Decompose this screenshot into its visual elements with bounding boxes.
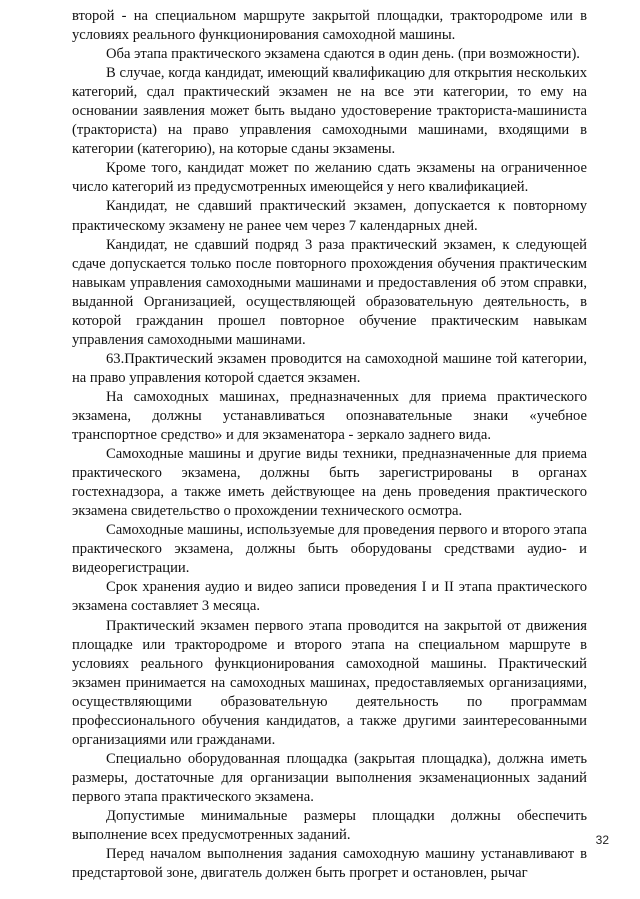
paragraph: Самоходные машины, используемые для проведения первого и второго этапа практического экзамена, должны быть оборудованы средствами аудио- и видеорегистрации. (72, 522, 587, 577)
document-body (72, 7, 587, 883)
paragraph: Кандидат, не сдавший подряд 3 раза практический экзамен, к следующей сдаче допускается только после повторного прохождения обучения практическим навыкам управления самоходными машинами и предоставления об этом справки, выданной Организацией, осуществляющей образовательную деятельность, в которой гражданин прошел повторное обучение практическим навыкам управления самоходными машинами. (72, 236, 587, 348)
page-number: 32 (595, 833, 609, 847)
paragraph: Оба этапа практического экзамена сдаются в один день. (при возможности). (106, 46, 580, 63)
paragraph: Специально оборудованная площадка (закрытая площадка), должна иметь размеры, достаточные для организации выполнения экзаменационных заданий первого этапа практического экзамена. (72, 750, 587, 805)
paragraph-item-63: 63.Практический экзамен проводится на самоходной машине той категории, на право управления которой сдается экзамен. (72, 350, 587, 386)
paragraph: Кандидат, не сдавший практический экзамен, допускается к повторному практическому экзамену не ранее чем через 7 календарных дней. (72, 198, 587, 234)
paragraph: На самоходных машинах, предназначенных для приема практического экзамена, должны устанавливаться опознавательные знаки «учебное транспортное средство» и для экзаменатора - зеркало заднего вида. (72, 388, 587, 444)
paragraph: Самоходные машины и другие виды техники, предназначенные для приема практического экзамена, должны быть зарегистрированы в органах гостехнадзора, а также иметь действующее на день проведения практического экзамена свидетельство о прохождении технического осмотра. (72, 446, 587, 520)
paragraph: Допустимые минимальные размеры площадки должны обеспечить выполнение всех предусмотренных заданий. (72, 807, 587, 844)
paragraph: В случае, когда кандидат, имеющий квалификацию для открытия нескольких категорий, сдал практический экзамен не на все эти категории, то ему на основании заявления может быть выдано удостоверение тракториста-машиниста (тракториста) на право управления самоходными машинами, входящими в категории (категорию), на которые сданы экзамены. (72, 65, 587, 158)
paragraph: Кроме того, кандидат может по желанию сдать экзамены на ограниченное число категорий из предусмотренных имеющейся у него квалификацией. (72, 160, 587, 196)
paragraph: Срок хранения аудио и видео записи проведения I и II этапа практического экзамена составляет 3 месяца. (72, 579, 587, 615)
paragraph: Перед началом выполнения задания самоходную машину устанавливают в предстартовой зоне, двигатель должен быть прогрет и остановлен, рычаг (72, 846, 587, 882)
paragraph-continuation: второй - на специальном маршруте закрытой площадки, трактородроме или в условиях реального функционирования самоходной машины. (72, 8, 587, 44)
paragraph: Практический экзамен первого этапа проводится на закрытой от движения площадке или трактородроме и второго этапа на специальном маршруте в условиях реального функционирования самоходной машины. Практический экзамен принимается на самоходных машинах, предоставляемых организациями, осуществляющими образовательную деятельность по программам профессионального обучения кандидатов, а также другими заинтересованными организациями или гражданами. (72, 617, 587, 748)
